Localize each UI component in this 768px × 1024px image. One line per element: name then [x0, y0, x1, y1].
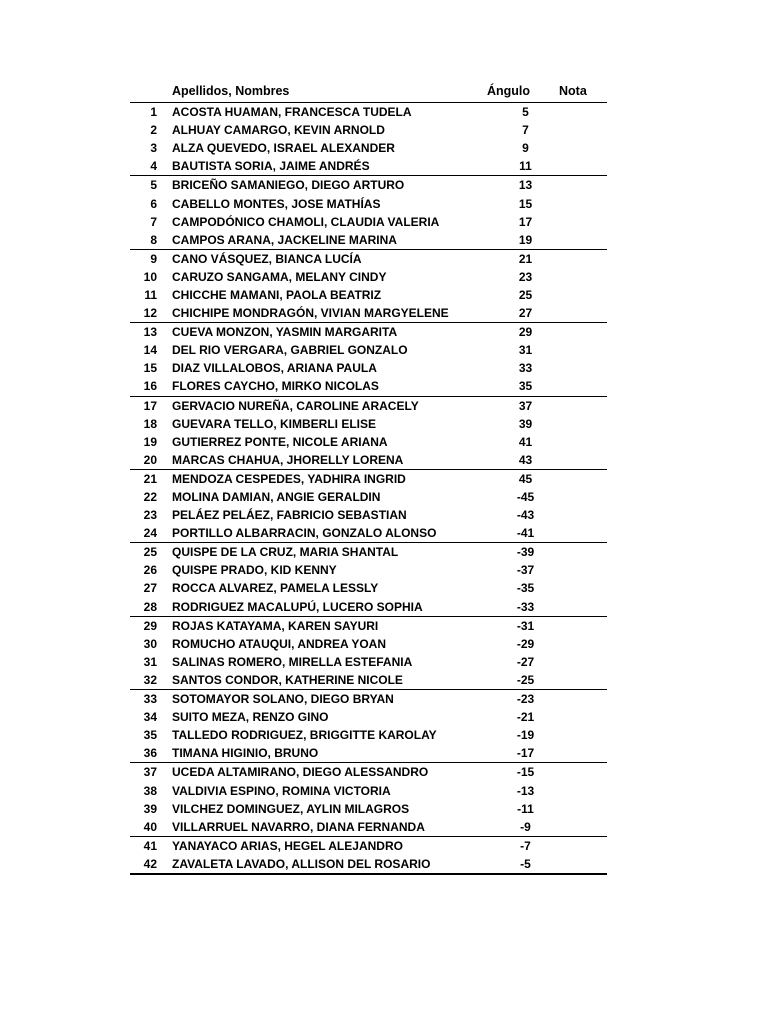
row-number: 26 — [143, 563, 157, 578]
row-number: 35 — [143, 728, 157, 743]
grade-cell — [549, 543, 607, 562]
table-row — [130, 323, 607, 342]
grade-cell — [549, 836, 607, 855]
student-name: MARCAS CHAHUA, JHORELLY LORENA — [157, 451, 502, 470]
grade-cell — [549, 176, 607, 195]
grade-cell — [549, 194, 607, 212]
grade-cell — [549, 323, 607, 342]
student-name: UCEDA ALTAMIRANO, DIEGO ALESSANDRO — [172, 765, 429, 780]
row-number: 4 — [130, 157, 157, 176]
angle-value: -27 — [516, 654, 535, 669]
student-name: DIAZ VILLALOBOS, ARIANA PAULA — [172, 361, 377, 376]
table-row — [130, 469, 607, 488]
student-name: SALINAS ROMERO, MIRELLA ESTEFANIA — [172, 654, 413, 669]
angle-value: 9 — [522, 141, 529, 156]
table-row — [130, 726, 607, 744]
angle-value: 23 — [518, 269, 533, 284]
angle-value: -7 — [520, 838, 531, 853]
table-row — [130, 396, 607, 415]
table-row — [130, 139, 607, 157]
table-row — [130, 415, 607, 433]
row-number: 18 — [143, 416, 157, 431]
grade-cell — [549, 396, 607, 415]
row-number: 28 — [130, 598, 157, 617]
student-name: MOLINA DAMIAN, ANGIE GERALDIN — [172, 490, 381, 505]
row-number: 41 — [143, 838, 157, 853]
angle-value: -21 — [516, 710, 535, 725]
angle-value: -41 — [502, 524, 549, 543]
table-row — [130, 506, 607, 524]
table-row — [130, 249, 607, 268]
student-name: QUISPE PRADO, KID KENNY — [172, 563, 337, 578]
angle-value: -9 — [502, 818, 549, 837]
angle-value: -33 — [502, 598, 549, 617]
student-name: ZAVALETA LAVADO, ALLISON DEL ROSARIO — [172, 856, 431, 871]
grade-cell — [549, 157, 607, 176]
table-row — [130, 855, 607, 874]
grade-cell — [549, 690, 607, 709]
grade-cell — [549, 635, 607, 653]
angle-value: 45 — [518, 471, 533, 486]
student-name: ACOSTA HUAMAN, FRANCESCA TUDELA — [172, 105, 412, 120]
student-table — [130, 102, 607, 875]
student-name: TALLEDO RODRIGUEZ, BRIGGITTE KAROLAY — [172, 728, 437, 743]
table-row — [130, 194, 607, 212]
student-name: QUISPE DE LA CRUZ, MARIA SHANTAL — [172, 545, 399, 560]
angle-value: 43 — [502, 451, 549, 470]
row-number: 15 — [143, 361, 157, 376]
table-row — [130, 653, 607, 671]
angle-value: 31 — [518, 343, 533, 358]
student-name: VILCHEZ DOMINGUEZ, AYLIN MILAGROS — [172, 801, 410, 816]
student-name: SANTOS CONDOR, KATHERINE NICOLE — [157, 671, 502, 690]
table-row — [130, 561, 607, 579]
row-number: 30 — [143, 636, 157, 651]
row-number: 27 — [143, 581, 157, 596]
grade-cell — [549, 286, 607, 304]
table-row — [130, 213, 607, 231]
student-table-body — [130, 103, 607, 874]
student-name: CABELLO MONTES, JOSE MATHÍAS — [172, 196, 381, 211]
row-number: 19 — [143, 434, 157, 449]
student-name: CANO VÁSQUEZ, BIANCA LUCÍA — [172, 251, 362, 266]
table-row — [130, 433, 607, 451]
row-number: 40 — [130, 818, 157, 837]
row-number: 23 — [143, 508, 157, 523]
angle-value: -39 — [516, 545, 535, 560]
row-number: 1 — [150, 105, 157, 120]
student-name: RODRIGUEZ MACALUPÚ, LUCERO SOPHIA — [157, 598, 502, 617]
student-name: ROMUCHO ATAUQUI, ANDREA YOAN — [172, 636, 386, 651]
angle-value: -11 — [517, 801, 534, 816]
student-name: SUITO MEZA, RENZO GINO — [172, 710, 329, 725]
table-row — [130, 763, 607, 782]
angle-value: 41 — [518, 434, 533, 449]
row-number: 32 — [130, 671, 157, 690]
angle-value: 15 — [518, 196, 533, 211]
grade-cell — [549, 451, 607, 470]
angle-value: -35 — [516, 581, 535, 596]
table-row — [130, 121, 607, 139]
grade-cell — [549, 249, 607, 268]
row-number: 31 — [143, 654, 157, 669]
table-row — [130, 708, 607, 726]
grade-cell — [549, 377, 607, 396]
grade-cell — [549, 653, 607, 671]
grade-cell — [549, 579, 607, 597]
angle-value: -15 — [516, 765, 535, 780]
grade-cell — [549, 304, 607, 323]
table-row — [130, 671, 607, 690]
row-number: 9 — [150, 251, 157, 266]
angle-value: -17 — [502, 744, 549, 763]
row-number: 13 — [143, 325, 157, 340]
grade-cell — [549, 213, 607, 231]
student-name: VILLARRUEL NAVARRO, DIANA FERNANDA — [157, 818, 502, 837]
table-row — [130, 616, 607, 635]
row-number: 22 — [143, 490, 157, 505]
table-row — [130, 176, 607, 195]
table-row — [130, 800, 607, 818]
student-name: YANAYACO ARIAS, HEGEL ALEJANDRO — [172, 838, 403, 853]
angle-value: -25 — [502, 671, 549, 690]
table-row — [130, 231, 607, 250]
angle-value: 33 — [518, 361, 533, 376]
grade-cell — [549, 231, 607, 250]
student-name: ALHUAY CAMARGO, KEVIN ARNOLD — [172, 123, 385, 138]
table-row — [130, 488, 607, 506]
row-number: 11 — [144, 287, 157, 302]
row-number: 42 — [143, 856, 157, 871]
table-header — [130, 84, 607, 102]
row-number: 37 — [143, 765, 157, 780]
angle-value: 29 — [518, 325, 533, 340]
student-name: ALZA QUEVEDO, ISRAEL ALEXANDER — [172, 141, 395, 156]
row-number: 2 — [150, 123, 157, 138]
grade-cell — [549, 341, 607, 359]
table-row — [130, 744, 607, 763]
table-row — [130, 341, 607, 359]
student-name: CHICHIPE MONDRAGÓN, VIVIAN MARGYELENE — [157, 304, 502, 323]
row-number: 36 — [130, 744, 157, 763]
row-number: 12 — [130, 304, 157, 323]
angle-value: 11 — [502, 157, 549, 176]
table-row — [130, 157, 607, 176]
grade-cell — [549, 708, 607, 726]
angle-value: 5 — [522, 105, 529, 120]
header-grade: Nota — [559, 84, 587, 98]
table-row — [130, 286, 607, 304]
row-number: 7 — [150, 214, 157, 229]
grade-cell — [549, 671, 607, 690]
student-name: CHICCHE MAMANI, PAOLA BEATRIZ — [172, 287, 382, 302]
table-row — [130, 598, 607, 617]
grade-cell — [549, 268, 607, 286]
angle-value: -23 — [516, 692, 535, 707]
grade-cell — [549, 139, 607, 157]
student-name: SOTOMAYOR SOLANO, DIEGO BRYAN — [172, 692, 394, 707]
row-number: 8 — [130, 231, 157, 250]
student-name: MENDOZA CESPEDES, YADHIRA INGRID — [172, 471, 406, 486]
grade-cell — [549, 359, 607, 377]
grade-cell — [549, 763, 607, 782]
angle-value: 27 — [502, 304, 549, 323]
grade-cell — [549, 121, 607, 139]
row-number: 21 — [143, 471, 157, 486]
row-number: 33 — [143, 692, 157, 707]
grade-cell — [549, 598, 607, 617]
student-list-sheet — [130, 84, 607, 875]
table-row — [130, 377, 607, 396]
grade-cell — [549, 561, 607, 579]
grade-cell — [549, 469, 607, 488]
student-name: CARUZO SANGAMA, MELANY CINDY — [172, 269, 387, 284]
student-name: PORTILLO ALBARRACIN, GONZALO ALONSO — [157, 524, 502, 543]
grade-cell — [549, 781, 607, 799]
row-number: 14 — [143, 343, 157, 358]
student-name: BRICEÑO SAMANIEGO, DIEGO ARTURO — [172, 178, 405, 193]
angle-value: 35 — [502, 377, 549, 396]
table-row — [130, 524, 607, 543]
header-name: Apellidos, Nombres — [172, 84, 290, 98]
angle-value: -31 — [516, 618, 535, 633]
student-name: GERVACIO NUREÑA, CAROLINE ARACELY — [172, 398, 419, 413]
row-number: 24 — [130, 524, 157, 543]
angle-value: 21 — [518, 251, 533, 266]
angle-value: 39 — [518, 416, 533, 431]
table-row — [130, 818, 607, 837]
angle-value: 19 — [502, 231, 549, 250]
angle-value: 13 — [518, 178, 533, 193]
angle-value: 7 — [522, 123, 529, 138]
angle-value: -5 — [520, 856, 531, 871]
grade-cell — [549, 524, 607, 543]
table-row — [130, 103, 607, 122]
student-name: TIMANA HIGINIO, BRUNO — [157, 744, 502, 763]
grade-cell — [549, 506, 607, 524]
angle-value: -37 — [516, 563, 535, 578]
student-name: BAUTISTA SORIA, JAIME ANDRÉS — [157, 157, 502, 176]
angle-value: 17 — [518, 214, 533, 229]
table-row — [130, 690, 607, 709]
student-name: CUEVA MONZON, YASMIN MARGARITA — [172, 325, 398, 340]
grade-cell — [549, 800, 607, 818]
angle-value: -43 — [516, 508, 535, 523]
student-name: GUEVARA TELLO, KIMBERLI ELISE — [172, 416, 377, 431]
grade-cell — [549, 433, 607, 451]
grade-cell — [549, 726, 607, 744]
student-name: CAMPODÓNICO CHAMOLI, CLAUDIA VALERIA — [172, 214, 440, 229]
grade-cell — [549, 488, 607, 506]
table-row — [130, 635, 607, 653]
student-name: PELÁEZ PELÁEZ, FABRICIO SEBASTIAN — [172, 508, 407, 523]
row-number: 17 — [143, 398, 157, 413]
row-number: 3 — [150, 141, 157, 156]
row-number: 25 — [143, 545, 157, 560]
row-number: 29 — [143, 618, 157, 633]
angle-value: -29 — [516, 636, 535, 651]
grade-cell — [549, 818, 607, 837]
grade-cell — [549, 855, 607, 874]
row-number: 6 — [150, 196, 157, 211]
student-name: VALDIVIA ESPINO, ROMINA VICTORIA — [172, 783, 391, 798]
grade-cell — [549, 744, 607, 763]
grade-cell — [549, 616, 607, 635]
row-number: 38 — [143, 783, 157, 798]
student-name: CAMPOS ARANA, JACKELINE MARINA — [157, 231, 502, 250]
student-name: GUTIERREZ PONTE, NICOLE ARIANA — [172, 434, 388, 449]
table-row — [130, 579, 607, 597]
row-number: 20 — [130, 451, 157, 470]
student-name: ROJAS KATAYAMA, KAREN SAYURI — [172, 618, 379, 633]
angle-value: -19 — [516, 728, 535, 743]
angle-value: 25 — [518, 287, 533, 302]
table-row — [130, 836, 607, 855]
row-number: 10 — [143, 269, 157, 284]
student-name: DEL RIO VERGARA, GABRIEL GONZALO — [172, 343, 408, 358]
row-number: 5 — [150, 178, 157, 193]
angle-value: -45 — [516, 490, 535, 505]
grade-cell — [549, 415, 607, 433]
angle-value: 37 — [518, 398, 533, 413]
table-row — [130, 781, 607, 799]
student-name: ROCCA ALVAREZ, PAMELA LESSLY — [172, 581, 379, 596]
table-row — [130, 543, 607, 562]
row-number: 39 — [143, 801, 157, 816]
table-row — [130, 451, 607, 470]
angle-value: -13 — [516, 783, 535, 798]
row-number: 34 — [143, 710, 157, 725]
grade-cell — [549, 103, 607, 122]
header-angle: Ángulo — [487, 84, 531, 98]
table-row — [130, 268, 607, 286]
student-name: FLORES CAYCHO, MIRKO NICOLAS — [157, 377, 502, 396]
table-row — [130, 359, 607, 377]
table-row — [130, 304, 607, 323]
row-number: 16 — [130, 377, 157, 396]
